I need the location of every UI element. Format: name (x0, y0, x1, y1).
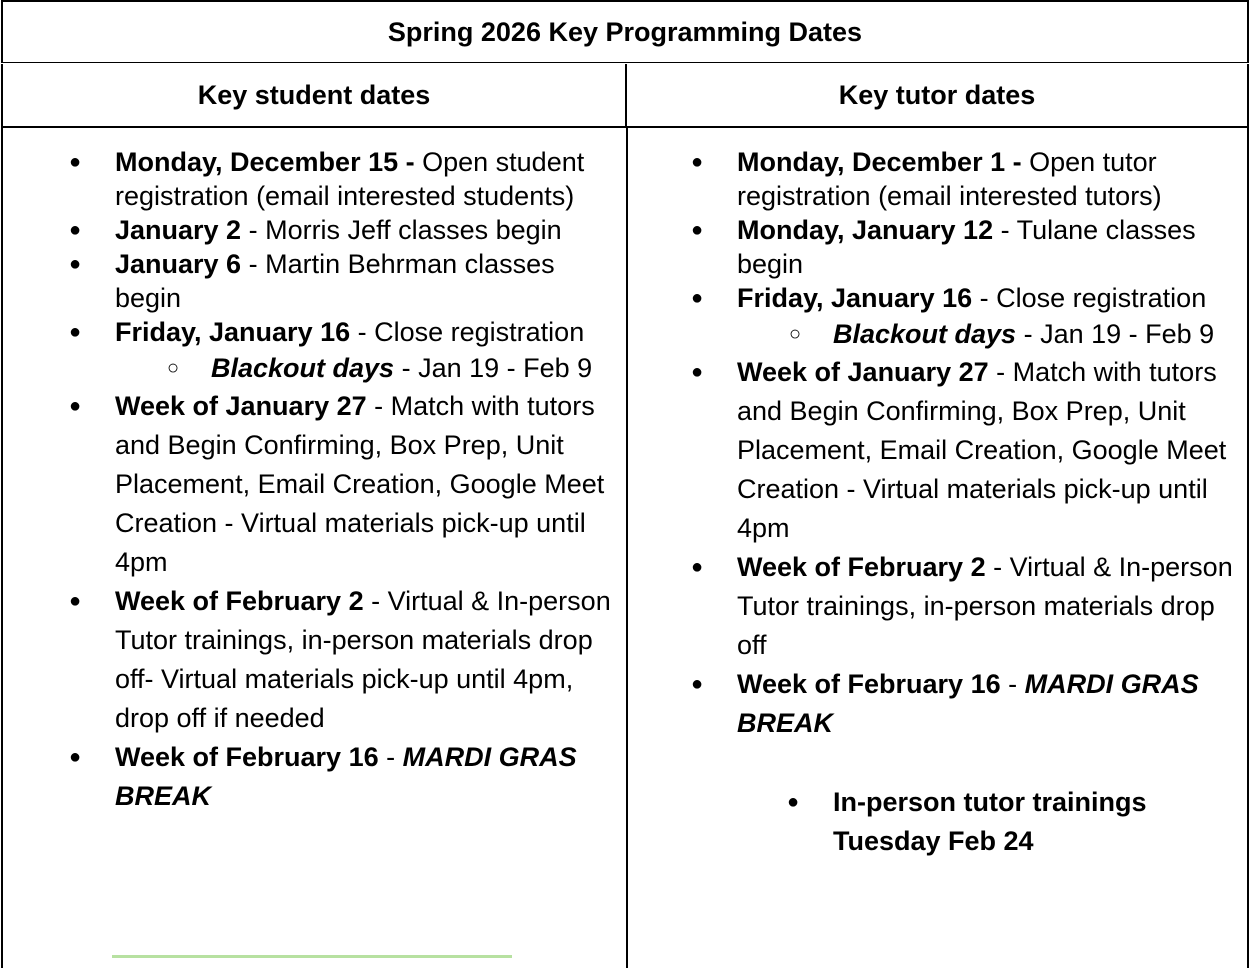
list-item: ● Week of January 27 - Match with tutors and Begin Confirming, Box Prep, Unit Placement, Email Creation, Google Meet Creation - Virtual materials pick-up until 4pm (689, 353, 1244, 548)
list-item: ● Week of February 16 - MARDI GRAS BREAK (67, 738, 612, 816)
student-dates-header: Key student dates (3, 64, 627, 126)
dates-body-row (1, 128, 1249, 968)
list-item: ● Week of January 27 - Match with tutors and Begin Confirming, Box Prep, Unit Placement, Email Creation, Google Meet Creation - Virtual materials pick-up until 4pm (67, 387, 612, 582)
table-title: Spring 2026 Key Programming Dates (1, 0, 1249, 63)
sub-list-item: ○ Blackout days - Jan 19 - Feb 9 (689, 315, 1244, 353)
tutor-dates-list (689, 145, 1244, 861)
sub-list (115, 349, 612, 387)
tutor-dates-header: Key tutor dates (838, 79, 1036, 110)
sub-list-item: ○ Blackout days - Jan 19 - Feb 9 (67, 349, 612, 387)
header-row (1, 64, 1249, 128)
list-item: ● Monday, January 12 - Tulane classes begin (689, 213, 1244, 281)
list-item: ● Monday, December 15 - Open student registration (email interested students) (67, 145, 612, 213)
list-item: ● Monday, December 1 - Open tutor registration (email interested tutors) (689, 145, 1244, 213)
student-dates-list (67, 145, 612, 816)
list-item: ● January 2 - Morris Jeff classes begin (67, 213, 612, 247)
list-item: ● Week of February 2 - Virtual & In-person Tutor trainings, in-person materials drop off (689, 548, 1244, 665)
list-item: ● January 6 - Martin Behrman classes begin (67, 247, 612, 315)
list-item: ● In-person tutor trainings Tuesday Feb 24 (785, 783, 1244, 861)
list-item: ● Week of February 16 - MARDI GRAS BREAK (689, 665, 1244, 743)
list-item: ● Friday, January 16 - Close registration ○ Blackout days - Jan 19 - Feb 9 (689, 281, 1244, 353)
list-item: ● Friday, January 16 - Close registration ○ Blackout days - Jan 19 - Feb 9 (67, 315, 612, 387)
list-item: ● Week of February 2 - Virtual & In-person Tutor trainings, in-person materials drop off- Virtual materials pick-up until 4pm, drop off if needed (67, 582, 612, 738)
spacer (689, 743, 1244, 783)
column-divider (626, 128, 628, 968)
sub-list (737, 315, 1244, 353)
